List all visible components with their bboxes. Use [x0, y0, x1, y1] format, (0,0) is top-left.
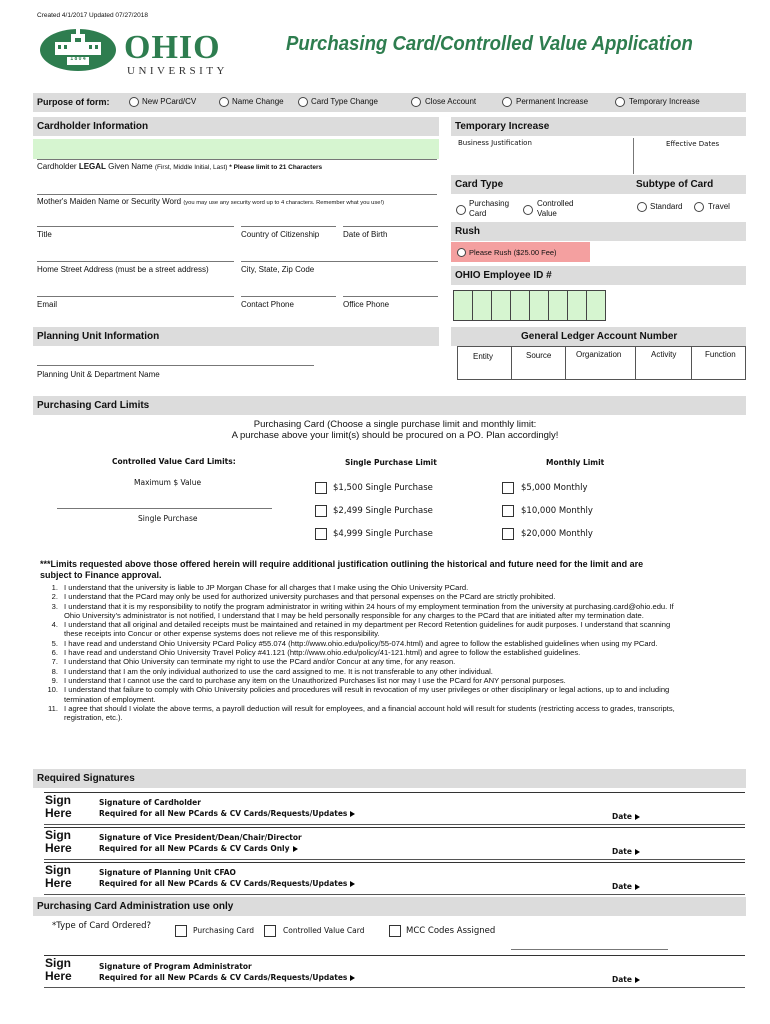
radio-permanent-increase[interactable]: [502, 97, 512, 107]
cardholder-title: Cardholder Information: [37, 121, 149, 132]
employee-id-digit[interactable]: [567, 290, 587, 321]
limits-intro: Purchasing Card (Choose a single purchase limit and monthly limit: A purchase above your limit(s) should be procured on a PO. Plan accordingly!: [231, 419, 559, 441]
signature-sub: Required for all New PCards & CV Cards/Requests/Updates: [99, 879, 355, 888]
logo-ohio: OHIO: [124, 29, 221, 66]
radio-label: Temporary Increase: [629, 97, 700, 106]
temp-increase-title: Temporary Increase: [455, 121, 550, 132]
monthly-option-label: $10,000 Monthly: [521, 506, 593, 516]
gl-col-activity: Activity: [651, 350, 677, 359]
sign-here-label: Sign Here: [45, 956, 72, 983]
row-divider: [44, 987, 745, 988]
gl-divider: [635, 347, 636, 379]
planning-dept-label: Planning Unit & Department Name: [37, 370, 160, 379]
citizenship-line[interactable]: [241, 226, 336, 227]
logo-university: UNIVERSITY: [127, 65, 228, 77]
employee-id-digit[interactable]: [453, 290, 473, 321]
signature-line: [44, 827, 745, 828]
email-label: Email: [37, 300, 58, 309]
signature-title: Signature of Planning Unit CFAO: [99, 868, 236, 877]
gl-col-source: Source: [526, 351, 552, 360]
term-item: 8. I understand that I am the only individual authorized to use the card assigned to me. It is not transferable to any other individual.: [51, 666, 493, 676]
radio-temporary-increase[interactable]: [615, 97, 625, 107]
signature-sub: Required for all New PCards & CV Cards/Requests/Updates: [99, 809, 355, 818]
employee-id-digit[interactable]: [586, 290, 606, 321]
gl-col-function: Function: [705, 350, 736, 359]
arrow-right-icon: [635, 814, 640, 820]
radio-label: Name Change: [232, 97, 284, 106]
employee-id-digit[interactable]: [472, 290, 492, 321]
purchasing-card-label: Purchasing Card: [469, 199, 510, 218]
radio-label: Permanent Increase: [516, 97, 589, 106]
justification-label: Business Justification: [458, 139, 532, 147]
row-divider: [44, 894, 745, 895]
checkbox-mcc-codes[interactable]: [389, 925, 401, 937]
standard-label: Standard: [650, 202, 683, 211]
gl-divider: [565, 347, 566, 379]
controlled-value-option: Controlled Value Card: [283, 926, 365, 935]
checkbox-monthly-10000[interactable]: [502, 505, 514, 517]
employee-id-digit[interactable]: [529, 290, 549, 321]
signature-line: [44, 792, 745, 793]
employee-id-digit[interactable]: [510, 290, 530, 321]
term-item: 3. I understand that it is my responsibility to notify the program administrator in writing within 24 hours of my employment termination from the university at purchasing.card@ohio.edu. If Ohio University’s administrator is not notified, I understand that I may be held personally responsible for any charges to the PCard that are initiated after my termination date.: [51, 601, 674, 620]
single-option-label: $1,500 Single Purchase: [333, 483, 433, 493]
cardholder-signature-field[interactable]: [99, 794, 604, 822]
monthly-option-label: $20,000 Monthly: [521, 529, 593, 539]
radio-name-change[interactable]: [219, 97, 229, 107]
mcc-codes-line[interactable]: [511, 949, 668, 950]
cardholder-name-label: Cardholder LEGAL Given Name (First, Middle Initial, Last) * Please limit to 21 Characters: [37, 162, 323, 171]
checkbox-single-4999[interactable]: [315, 528, 327, 540]
administrator-signature-field[interactable]: [99, 957, 604, 985]
checkbox-single-2499[interactable]: [315, 505, 327, 517]
travel-label: Travel: [708, 202, 730, 211]
title-label: Title: [37, 230, 52, 239]
term-item: 11. I agree that should I violate the above terms, a payroll deduction will result for employees, and a financial account hold will result for students (restricting access to grades, transcripts, registration, etc.).: [48, 703, 675, 723]
type-ordered-label: *Type of Card Ordered?: [52, 921, 152, 931]
gl-col-entity: Entity: [473, 352, 494, 361]
gl-title: General Ledger Account Number: [521, 331, 678, 342]
contact-phone-line[interactable]: [241, 296, 336, 297]
justification-divider: [633, 138, 634, 174]
employee-id-digit[interactable]: [491, 290, 511, 321]
cfao-signature-field[interactable]: [99, 864, 604, 892]
signature-line: [44, 862, 745, 863]
contact-phone-label: Contact Phone: [241, 300, 294, 309]
term-item: 9. I understand that I cannot use the card to purchase any item on the Unauthorized Purchases list nor may I use the PCard for ANY personal purposes.: [51, 675, 566, 685]
page-title: Purchasing Card/Controlled Value Application: [286, 33, 693, 55]
maiden-label: Mother's Maiden Name or Security Word (you may use any security word up to 4 characters. Remember what you use!): [37, 197, 385, 206]
gl-divider: [511, 347, 512, 379]
limits-notice: ***Limits requested above those offered herein will require additional justification outlining the historical and future need for the limit and are subject to Finance approval.: [40, 559, 644, 580]
monthly-limit-header: Monthly Limit: [546, 458, 605, 467]
employee-id-boxes[interactable]: [453, 290, 612, 321]
gl-col-organization: Organization: [576, 350, 622, 359]
radio-label: New PCard/CV: [142, 97, 197, 106]
term-item: 6. I have read and understand Ohio University Travel Policy #41.121 (http://www.ohio.edu/policy/41-121.html) and agree to follow the established guidelines.: [51, 648, 581, 658]
checkbox-purchasing-card[interactable]: [175, 925, 187, 937]
email-line[interactable]: [37, 296, 234, 297]
signature-sub: Required for all New PCards & CV Cards/Requests/Updates: [99, 973, 355, 982]
single-purchase-label: Single Purchase: [138, 514, 198, 523]
term-item: 10. I understand that failure to comply with Ohio University policies and procedures will result in revocation of my user privileges or other disciplinary or legal actions, up to and including termination of employment.: [47, 685, 670, 704]
arrow-right-icon: [635, 849, 640, 855]
controlled-value-label: Controlled Value: [537, 199, 574, 218]
purpose-label: Purpose of form:: [37, 97, 110, 107]
single-option-label: $2,499 Single Purchase: [333, 506, 433, 516]
address-line[interactable]: [37, 261, 234, 262]
cardholder-name-input[interactable]: [33, 139, 439, 159]
date-label: Date: [612, 847, 640, 856]
term-item: 2. I understand that the PCard may only be used for authorized university purchases and that personal expenses on the PCard are strictly prohibited.: [51, 592, 556, 602]
gl-divider: [691, 347, 692, 379]
sign-here-label: Sign Here: [45, 793, 72, 820]
dob-label: Date of Birth: [343, 230, 388, 239]
row-divider: [44, 859, 745, 860]
address-label: Home Street Address (must be a street address): [37, 265, 209, 274]
dob-line[interactable]: [343, 226, 438, 227]
city-line[interactable]: [241, 261, 438, 262]
employee-id-digit[interactable]: [548, 290, 568, 321]
purchasing-card-option: Purchasing Card: [193, 926, 254, 935]
radio-standard[interactable]: [637, 202, 647, 212]
single-option-label: $4,999 Single Purchase: [333, 529, 433, 539]
maiden-line[interactable]: [37, 194, 437, 195]
signature-title: Signature of Program Administrator: [99, 962, 252, 971]
term-item: 1. I understand that the university is liable to JP Morgan Chase for all charges that I make using the Ohio University PCard.: [51, 583, 469, 592]
admin-title: Purchasing Card Administration use only: [37, 901, 234, 912]
radio-purchasing-card[interactable]: [456, 205, 466, 215]
radio-rush[interactable]: [457, 248, 466, 257]
terms-list: [40, 583, 680, 722]
monthly-option-label: $5,000 Monthly: [521, 483, 588, 493]
mcc-codes-label: MCC Codes Assigned: [406, 926, 496, 936]
arrow-right-icon: [635, 884, 640, 890]
signatures-bar: [33, 769, 746, 788]
limits-title: Purchasing Card Limits: [37, 400, 150, 411]
checkbox-monthly-20000[interactable]: [502, 528, 514, 540]
gl-table[interactable]: [457, 346, 746, 380]
radio-label: Card Type Change: [311, 97, 379, 106]
radio-new-pcard[interactable]: [129, 97, 139, 107]
subtype-title: Subtype of Card: [636, 179, 714, 190]
term-item: 5. I have read and understand Ohio University PCard Policy #55.074 (http://www.ohio.edu/policy/55-074.html) and agree to follow the established guidelines when using my PCard.: [51, 638, 658, 648]
arrow-right-icon: [635, 977, 640, 983]
created-date: Created 4/1/2017 Updated 07/27/2018: [37, 12, 148, 19]
name-line: [37, 159, 437, 160]
radio-travel[interactable]: [694, 202, 704, 212]
radio-controlled-value[interactable]: [523, 205, 533, 215]
cv-single-line[interactable]: [57, 508, 272, 509]
citizenship-label: Country of Citizenship: [241, 230, 320, 239]
ohio-university-seal-icon: 1 8 0 4: [37, 26, 119, 76]
cv-limits-header: Controlled Value Card Limits:: [112, 457, 236, 466]
single-limit-header: Single Purchase Limit: [345, 458, 437, 467]
checkbox-monthly-5000[interactable]: [502, 482, 514, 494]
office-phone-line[interactable]: [343, 296, 438, 297]
card-type-title: Card Type: [455, 179, 504, 190]
rush-title: Rush: [455, 226, 480, 237]
date-label: Date: [612, 812, 640, 821]
rush-label: Please Rush ($25.00 Fee): [469, 248, 557, 257]
row-divider: [44, 824, 745, 825]
signature-title: Signature of Vice President/Dean/Chair/Director: [99, 833, 302, 842]
sign-here-label: Sign Here: [45, 828, 72, 855]
radio-label: Close Account: [425, 97, 477, 106]
planning-title: Planning Unit Information: [37, 331, 160, 342]
title-line[interactable]: [37, 226, 234, 227]
signature-line: [44, 955, 745, 956]
date-label: Date: [612, 975, 640, 984]
office-phone-label: Office Phone: [343, 300, 390, 309]
dates-label: Effective Dates: [666, 140, 720, 148]
employee-id-title: OHIO Employee ID #: [455, 270, 552, 281]
vp-signature-field[interactable]: [99, 829, 604, 857]
city-label: City, State, Zip Code: [241, 265, 315, 274]
radio-close-account[interactable]: [411, 97, 421, 107]
signature-sub: Required for all New PCards & CV Cards Only: [99, 844, 298, 853]
radio-card-type-change[interactable]: [298, 97, 308, 107]
max-value-label: Maximum $ Value: [134, 478, 202, 487]
date-label: Date: [612, 882, 640, 891]
planning-dept-line[interactable]: [37, 365, 314, 366]
checkbox-controlled-value[interactable]: [264, 925, 276, 937]
signature-title: Signature of Cardholder: [99, 798, 201, 807]
signatures-title: Required Signatures: [37, 773, 135, 784]
sign-here-label: Sign Here: [45, 863, 72, 890]
rush-bar: [451, 222, 746, 241]
term-item: 7. I understand that Ohio University can terminate my right to use the PCard and/or Concur at any time, for any reason.: [51, 657, 456, 667]
checkbox-single-1500[interactable]: [315, 482, 327, 494]
term-item: 4. I understand that all original and detailed receipts must be maintained and retained in my department per Record Retention guidelines for audit purposes. I understand that scanning these receipts into Concur or other expense systems does not relieve me of this responsibility.: [51, 620, 671, 639]
